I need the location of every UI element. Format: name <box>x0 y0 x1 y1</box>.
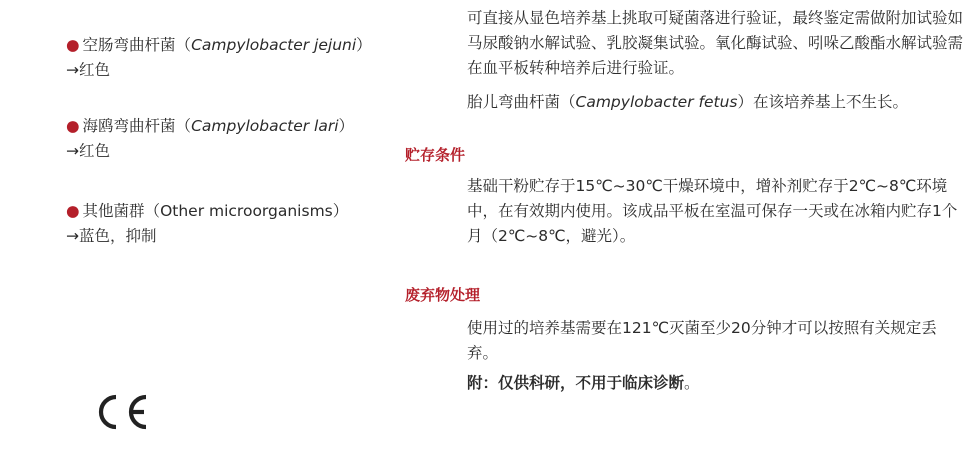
research-use-note-bold: 附：仅供科研，不用于临床诊断 <box>467 374 685 392</box>
paren-close: ） <box>338 117 355 135</box>
fetus-note-post: ）在该培养基上不生长。 <box>737 93 908 111</box>
disposal-section-title: 废弃物处理 <box>405 286 481 304</box>
organism-result: →红色 <box>66 142 110 160</box>
ce-mark-icon <box>88 392 150 432</box>
paren-open: （ <box>175 36 192 54</box>
organism-item-lari <box>66 114 426 164</box>
organism-item-other <box>66 199 426 249</box>
storage-paragraph: 基础干粉贮存于15℃~30℃干燥环境中，增补剂贮存于2℃~8℃环境中，在有效期内使用。该成品平板在室温可保存一天或在冰箱内贮存1个月（2℃~8℃，避光）。 <box>467 177 958 245</box>
organism-name: 空肠弯曲杆菌 <box>82 36 176 54</box>
organism-latin-name: Campylobacter lari <box>191 117 339 135</box>
storage-section-title: 贮存条件 <box>405 146 466 164</box>
fetus-note-pre: 胎儿弯曲杆菌（ <box>467 93 576 111</box>
organism-item-jejuni <box>66 33 426 83</box>
fetus-latin-name: Campylobacter fetus <box>575 93 738 111</box>
disposal-paragraph: 使用过的培养基需要在121℃灭菌至少20分钟才可以按照有关规定丢弃。 <box>467 319 937 362</box>
organism-latin-name: Campylobacter jejuni <box>191 36 357 54</box>
research-use-note-end: 。 <box>684 374 700 392</box>
research-use-note <box>467 371 967 396</box>
paren-close: ） <box>332 202 349 220</box>
organism-result: →蓝色，抑制 <box>66 227 157 245</box>
fetus-note <box>467 90 967 115</box>
bullet-icon: ● <box>66 117 80 135</box>
organism-latin-name: Other microorganisms <box>160 202 333 220</box>
verification-paragraph: 可直接从显色培养基上挑取可疑菌落进行验证，最终鉴定需做附加试验如马尿酸钠水解试验、乳胶凝集试验。氧化酶试验、吲哚乙酸酯水解试验需在血平板转种培养后进行验证。 <box>467 9 964 77</box>
organism-name: 海鸥弯曲杆菌 <box>82 117 176 135</box>
paren-close: ） <box>356 36 372 54</box>
bullet-icon: ● <box>66 202 80 220</box>
bullet-icon: ● <box>66 36 80 54</box>
paren-open: （ <box>144 202 161 220</box>
paren-open: （ <box>175 117 192 135</box>
organism-name: 其他菌群 <box>82 202 145 220</box>
organism-result: →红色 <box>66 61 110 79</box>
